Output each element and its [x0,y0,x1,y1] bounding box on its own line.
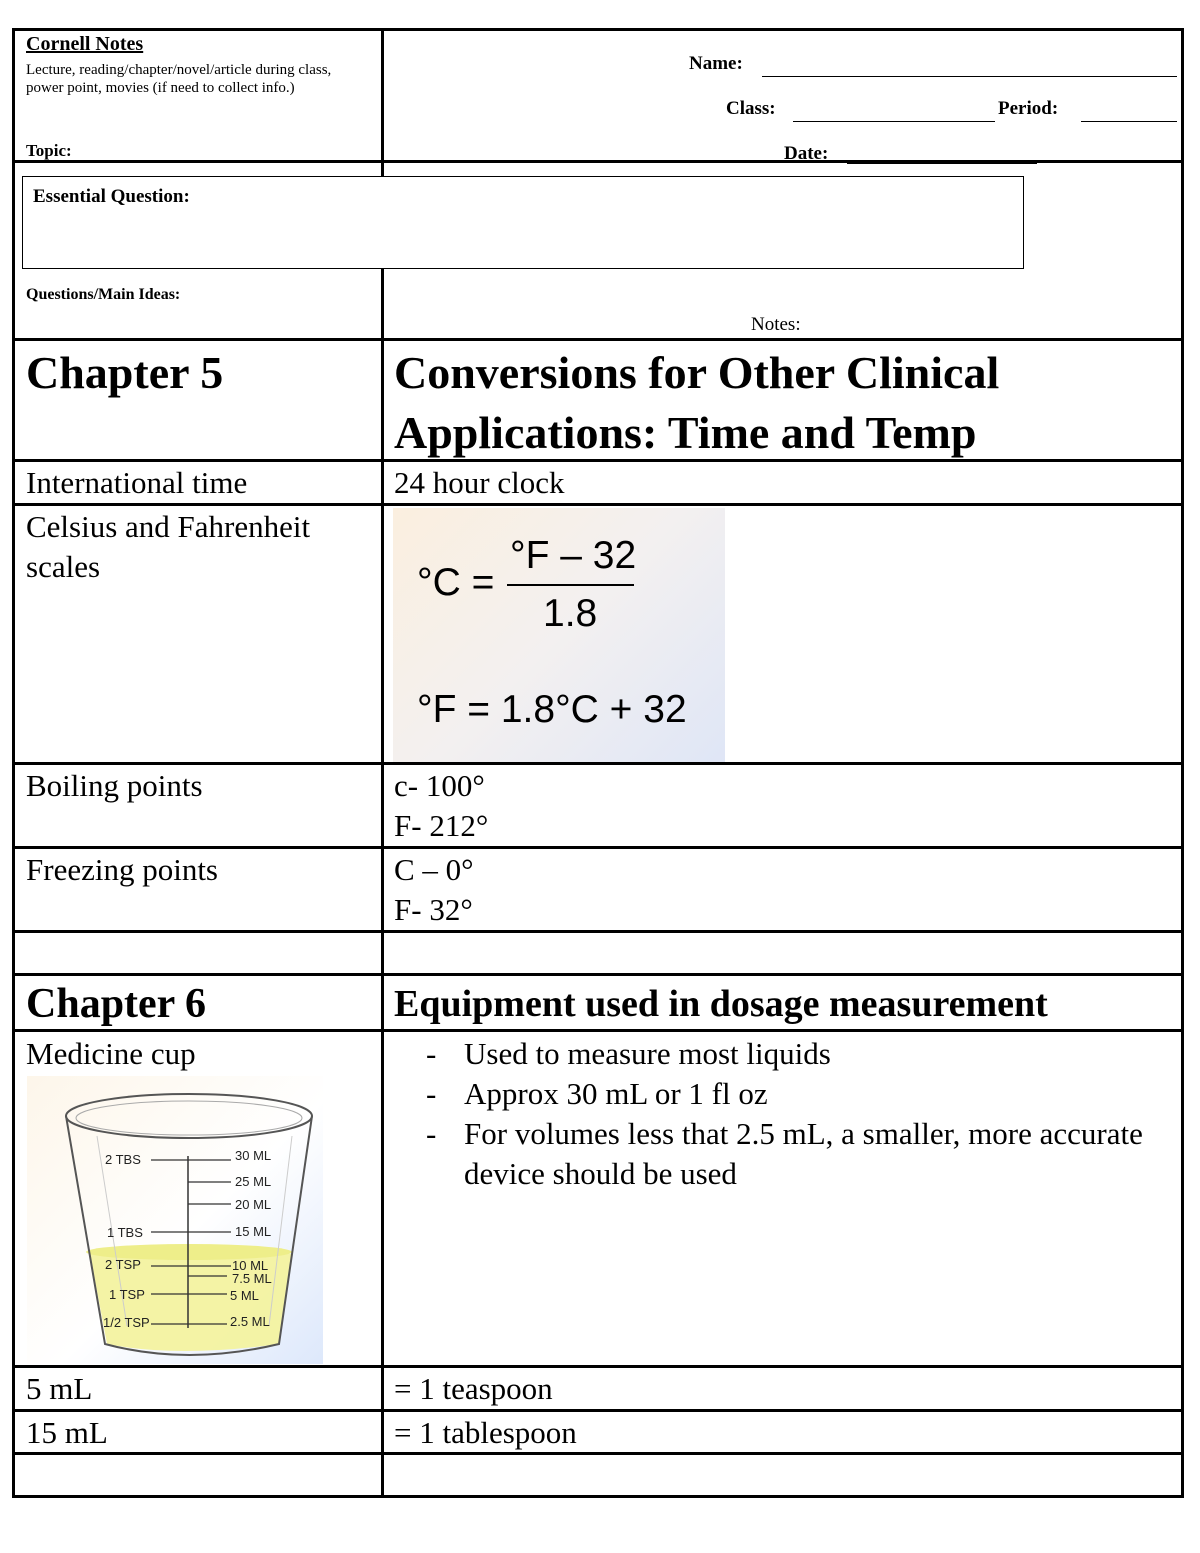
temperature-formula-image [393,508,725,762]
note-international-time: 24 hour clock [394,465,565,500]
celsius-formula-denominator: 1.8 [543,592,598,635]
chapter-6-label: Chapter 6 [26,981,207,1027]
celsius-formula-numerator: °F – 32 [510,534,637,577]
row-divider [15,503,1181,506]
cornell-notes-sheet [12,28,1184,1498]
note-boiling-f: F- 212° [394,808,489,843]
cue-medicine-cup: Medicine cup [26,1036,196,1071]
row-divider [15,1452,1181,1455]
medicine-cup-icon [27,1076,323,1364]
sheet-description: Lecture, reading/chapter/novel/article during class, power point, movies (if need to collect info.) [26,62,332,96]
row-divider [15,930,1181,933]
cup-label-2-5ml: 2.5 ML [230,1314,270,1329]
note-15ml: = 1 tablespoon [394,1415,577,1450]
note-freezing-f: F- 32° [394,892,473,927]
medicine-cup-image [27,1076,323,1364]
chapter-6-title: Equipment used in dosage measurement [394,983,1048,1025]
name-label: Name: [689,53,743,74]
cup-label-7-5ml: 7.5 ML [232,1271,272,1286]
cue-celsius-fahrenheit: Celsius and Fahrenheit scales [26,509,311,584]
topic-label: Topic: [26,141,72,160]
row-divider [15,1365,1181,1368]
class-label: Class: [726,98,776,119]
cup-label-half-tsp: 1/2 TSP [103,1315,150,1330]
row-divider [15,1409,1181,1412]
cup-label-20ml: 20 ML [235,1197,272,1212]
essential-question-box[interactable] [22,176,1024,269]
cup-label-10ml: 10 ML [232,1258,269,1273]
cup-label-1tbs: 1 TBS [107,1225,143,1240]
cup-label-1tsp: 1 TSP [109,1287,145,1302]
chapter-5-title: Conversions for Other Clinical Applications: Time and Temp [394,347,1000,458]
note-5ml: = 1 teaspoon [394,1371,553,1406]
row-divider [15,762,1181,765]
notes-label: Notes: [751,314,801,335]
cup-label-25ml: 25 ML [235,1174,272,1189]
cue-5ml: 5 mL [26,1371,93,1406]
cue-international-time: International time [26,465,248,500]
list-item: - For volumes less that 2.5 mL, a smaller, more accurate device should be used [426,1116,1143,1191]
cue-15ml: 15 mL [26,1415,108,1450]
period-field[interactable] [1081,121,1177,122]
class-field[interactable] [793,121,995,122]
chapter-5-label: Chapter 5 [26,347,224,398]
date-label: Date: [784,143,829,164]
essential-question-label: Essential Question: [33,186,190,207]
note-boiling-c: c- 100° [394,768,485,803]
cup-label-5ml: 5 ML [230,1288,259,1303]
cue-freezing-points: Freezing points [26,852,218,887]
list-item: - Approx 30 mL or 1 fl oz [426,1076,768,1111]
cup-label-30ml: 30 ML [235,1148,272,1163]
celsius-formula-left: °C = [417,561,495,604]
fahrenheit-formula: °F = 1.8°C + 32 [417,688,687,731]
sheet-title: Cornell Notes [26,33,144,55]
questions-label: Questions/Main Ideas: [26,286,181,303]
row-divider [15,338,1181,341]
cup-label-2tbs: 2 TBS [105,1152,141,1167]
cup-label-15ml: 15 ML [235,1224,272,1239]
fraction-bar [507,584,634,586]
date-field[interactable] [847,162,1037,164]
note-freezing-c: C – 0° [394,852,474,887]
row-divider [15,846,1181,849]
name-field[interactable] [762,76,1177,77]
medicine-cup-notes [394,1034,1154,1194]
cue-boiling-points: Boiling points [26,768,203,803]
cup-label-2tsp: 2 TSP [105,1257,141,1272]
list-item: - Used to measure most liquids [426,1036,831,1071]
period-label: Period: [998,98,1059,119]
